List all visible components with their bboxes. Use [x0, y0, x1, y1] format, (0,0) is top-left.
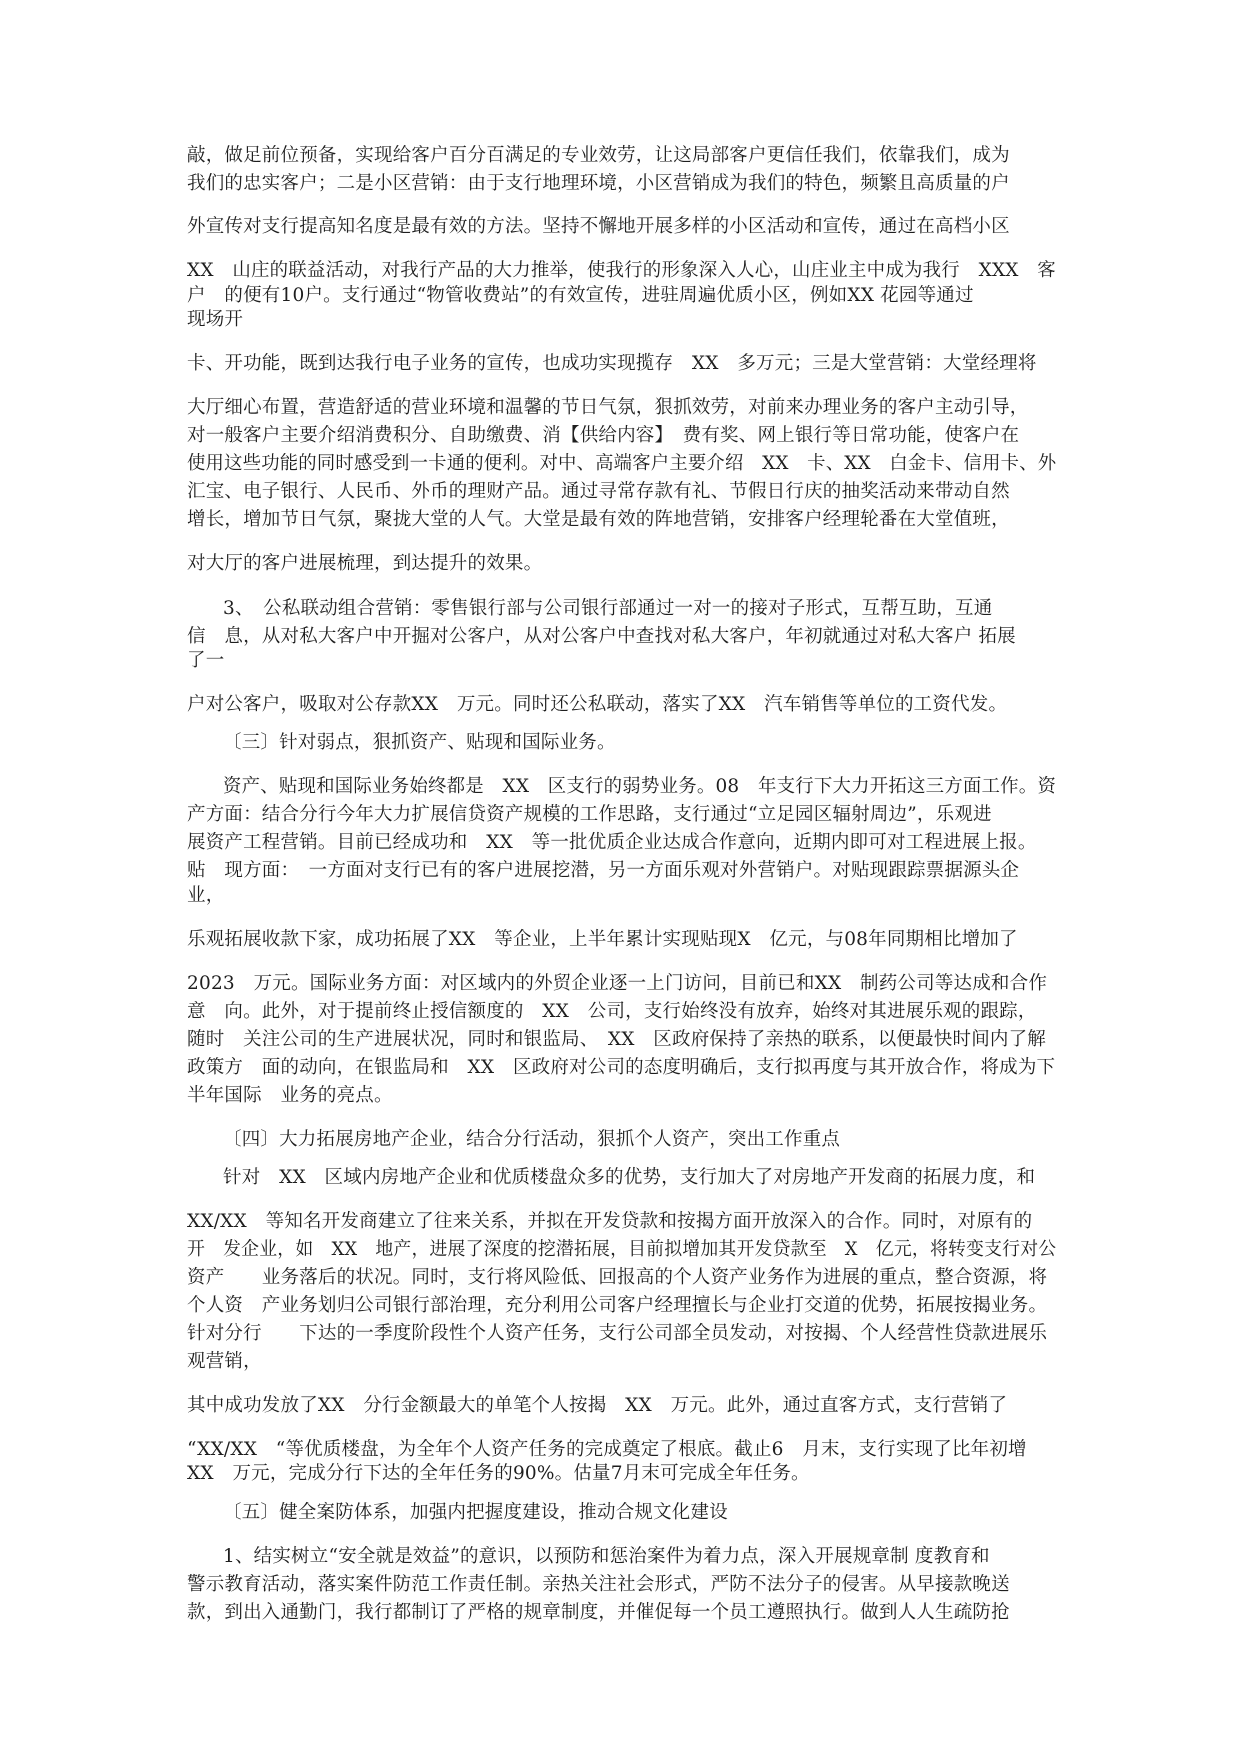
text-line: 开 发企业，如 XX 地产，进展了深度的挖潜拓展，目前拟增加其开发贷款至 X 亿元，将转变支行对公 — [187, 1239, 1057, 1260]
text-line: 现场开 — [187, 309, 244, 330]
text-line: 1、结实树立“安全就是效益”的意识，以预防和惩治案件为着力点，深入开展规章制 度教育和 — [223, 1546, 990, 1567]
section-heading: 〔四〕大力拓展房地产企业，结合分行活动，狠抓个人资产，突出工作重点 — [223, 1129, 841, 1150]
text-line: 大厅细心布置，营造舒适的营业环境和温馨的节日气氛，狠抓效劳，对前来办理业务的客户主动引导， — [187, 397, 1029, 418]
text-line: 户 的便有10户。支行通过“物管收费站”的有效宣传，进驻周遍优质小区，例如XX 花园等通过 — [187, 285, 974, 306]
text-line: XX/XX 等知名开发商建立了往来关系，并拟在开发贷款和按揭方面开放深入的合作。同时，对原有的 — [187, 1211, 1033, 1232]
text-line: 对大厅的客户进展梳理，到达提升的效果。 — [187, 553, 543, 574]
text-line: 资产 业务落后的状况。同时，支行将风险低、回报高的个人资产业务作为进展的重点，整合资源，将 — [187, 1267, 1048, 1288]
text-line: 汇宝、电子银行、人民币、外币的理财产品。通过寻常存款有礼、节假日行庆的抽奖活动来带动自然 — [187, 481, 1010, 502]
text-line: 卡、开功能，既到达我行电子业务的宣传，也成功实现揽存 XX 多万元；三是大堂营销：大堂经理将 — [187, 353, 1037, 374]
text-line: 业， — [187, 885, 225, 906]
text-line: 乐观拓展收款下家，成功拓展了XX 等企业，上半年累计实现贴现X 亿元，与08年同期相比增加了 — [187, 929, 1018, 950]
text-line: 敲，做足前位预备，实现给客户百分百满足的专业效劳，让这局部客户更信任我们，依靠我们，成为 — [187, 145, 1010, 166]
text-line: 其中成功发放了XX 分行金额最大的单笔个人按揭 XX 万元。此外，通过直客方式，支行营销了 — [187, 1395, 1008, 1416]
text-line: 使用这些功能的同时感受到一卡通的便利。对中、高端客户主要介绍 XX 卡、XX 白金卡、信用卡、外 — [187, 453, 1057, 474]
text-line: 了一 — [187, 650, 225, 671]
text-line: XX 万元，完成分行下达的全年任务的90%。估量7月末可完成全年任务。 — [187, 1463, 810, 1484]
text-line: 随时 关注公司的生产进展状况，同时和银监局、 XX 区政府保持了亲热的联系，以便最快时间内了解 — [187, 1029, 1046, 1050]
text-line: 针对 XX 区域内房地产企业和优质楼盘众多的优势，支行加大了对房地产开发商的拓展力度，和 — [223, 1167, 1036, 1188]
text-line: 增长，增加节日气氛，聚拢大堂的人气。大堂是最有效的阵地营销，安排客户经理轮番在大堂值班， — [187, 509, 1010, 530]
text-line: 3、 公私联动组合营销：零售银行部与公司银行部通过一对一的接对子形式，互帮互助，互通 — [223, 598, 993, 619]
text-line: 贴 现方面： 一方面对支行已有的客户进展挖潜，另一方面乐观对外营销户。对贴现跟踪票据源头企 — [187, 860, 1020, 881]
text-line: 2023 万元。国际业务方面：对区域内的外贸企业逐一上门访问，目前已和XX 制药公司等达成和合作 — [187, 973, 1048, 994]
text-line: 展资产工程营销。目前已经成功和 XX 等一批优质企业达成合作意向，近期内即可对工程进展上报。 — [187, 832, 1037, 853]
text-line: 个人资 产业务划归公司银行部治理，充分利用公司客户经理擅长与企业打交道的优势，拓展按揭业务。 — [187, 1295, 1048, 1316]
text-line: 资产、贴现和国际业务始终都是 XX 区支行的弱势业务。08 年支行下大力开拓这三方面工作。资 — [223, 776, 1057, 797]
text-line: 款，到出入通勤门，我行都制订了严格的规章制度，并催促每一个员工遵照执行。做到人人生疏防抢 — [187, 1602, 1010, 1623]
text-line: 针对分行 下达的一季度阶段性个人资产任务，支行公司部全员发动，对按揭、个人经营性贷款进展乐 — [187, 1323, 1048, 1344]
text-line: 政策方 面的动向，在银监局和 XX 区政府对公司的态度明确后，支行拟再度与其开放合作，将成为下 — [187, 1057, 1056, 1078]
text-line: 信 息，从对私大客户中开掘对公客户，从对公客户中查找对私大客户，年初就通过对私大客户 拓展 — [187, 626, 1016, 647]
text-line: 意 向。此外，对于提前终止授信额度的 XX 公司，支行始终没有放弃，始终对其进展乐观的跟踪， — [187, 1001, 1037, 1022]
text-line: 警示教育活动，落实案件防范工作责任制。亲热关注社会形式，严防不法分子的侵害。从早接款晚送 — [187, 1574, 1010, 1595]
section-heading: 〔五〕健全案防体系，加强内把握度建设，推动合规文化建设 — [223, 1502, 728, 1523]
text-line: 产方面：结合分行今年大力扩展信贷资产规模的工作思路，支行通过“立足园区辐射周边”，乐观进 — [187, 804, 992, 825]
text-line: 观营销， — [187, 1351, 262, 1372]
text-line: 户对公客户，吸取对公存款XX 万元。同时还公私联动，落实了XX 汽车销售等单位的工资代发。 — [187, 694, 1008, 715]
text-line: 半年国际 业务的亮点。 — [187, 1085, 393, 1106]
text-line: 对一般客户主要介绍消费积分、自助缴费、消【供给内容】 费有奖、网上银行等日常功能，使客户在 — [187, 425, 1020, 446]
text-line: XX 山庄的联益活动，对我行产品的大力推举，使我行的形象深入人心，山庄业主中成为我行 XXX 客 — [187, 260, 1056, 281]
text-line: 外宣传对支行提高知名度是最有效的方法。坚持不懈地开展多样的小区活动和宣传，通过在高档小区 — [187, 216, 1010, 237]
text-line: 我们的忠实客户；二是小区营销：由于支行地理环境，小区营销成为我们的特色，频繁且高质量的户 — [187, 173, 1010, 194]
section-heading: 〔三〕针对弱点，狠抓资产、贴现和国际业务。 — [223, 732, 616, 753]
text-line: “XX/XX “等优质楼盘，为全年个人资产任务的完成奠定了根底。截止6 月末，支行实现了比年初增 — [187, 1439, 1027, 1460]
